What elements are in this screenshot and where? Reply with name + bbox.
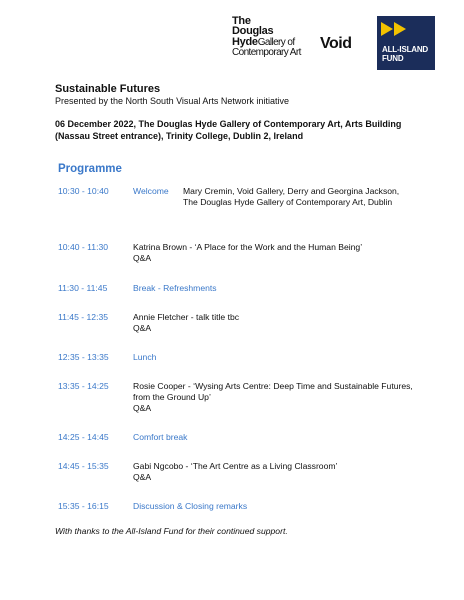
row-text: Gabi Ngcobo - ‘The Art Centre as a Living Classroom’ — [133, 461, 338, 471]
row-time: 13:35 - 14:25 — [58, 381, 109, 391]
row-time: 12:35 - 13:35 — [58, 352, 109, 362]
dh-logo-line1: The — [232, 15, 251, 27]
row-time: 11:30 - 11:45 — [58, 283, 108, 293]
row-qa: Q&A — [133, 403, 152, 413]
fund-logo-line2: FUND — [382, 54, 404, 63]
row-text: Rosie Cooper - ‘Wysing Arts Centre: Deep Time and Sustainable Futures, from the Ground Up’ — [133, 381, 413, 402]
row-time: 14:45 - 15:35 — [58, 461, 109, 471]
dh-logo-line3: Hyde — [232, 36, 258, 48]
row-label: Break - Refreshments — [133, 283, 217, 293]
fund-logo-line1: ALL-ISLAND — [382, 45, 428, 54]
dh-logo-line3b: Gallery of — [257, 37, 295, 48]
row-label: Discussion & Closing remarks — [133, 501, 248, 511]
dh-logo-line4: Contemporary Art — [232, 47, 301, 58]
douglas-hyde-logo — [232, 16, 301, 58]
all-island-fund-logo — [377, 16, 435, 70]
double-arrow-icon — [381, 22, 409, 36]
logo-bar — [0, 8, 464, 68]
document-subtitle: Presented by the North South Visual Arts Network initiative — [55, 96, 289, 106]
row-label: Comfort break — [133, 432, 188, 442]
thanks-note: With thanks to the All-Island Fund for their continued support. — [55, 526, 288, 536]
row-time: 14:25 - 14:45 — [58, 432, 109, 442]
row-text: Katrina Brown - ‘A Place for the Work and the Human Being’ — [133, 242, 363, 252]
row-qa: Q&A — [133, 253, 152, 263]
programme-heading: Programme — [58, 163, 122, 175]
row-qa: Q&A — [133, 323, 152, 333]
dh-logo-line2: Douglas — [232, 25, 274, 37]
document-title: Sustainable Futures — [55, 83, 161, 95]
row-qa: Q&A — [133, 472, 152, 482]
row-time: 10:40 - 11:30 — [58, 242, 109, 252]
row-label: Lunch — [133, 352, 157, 362]
row-time: 11:45 - 12:35 — [58, 312, 109, 322]
row-text: Annie Fletcher - talk title tbc — [133, 312, 240, 322]
row-time: 15:35 - 16:15 — [58, 501, 109, 511]
void-logo: Void — [320, 35, 352, 52]
row-text: Mary Cremin, Void Gallery, Derry and Georgina Jackson, The Douglas Hyde Gallery of Contemporary Art, Dublin — [183, 186, 400, 207]
event-details: 06 December 2022, The Douglas Hyde Gallery of Contemporary Art, Arts Building (Nassau Street entrance), Trinity College, Dublin 2, Ireland — [55, 119, 402, 141]
row-label: Welcome — [133, 186, 169, 196]
document-header — [55, 83, 435, 142]
row-time: 10:30 - 10:40 — [58, 186, 109, 196]
